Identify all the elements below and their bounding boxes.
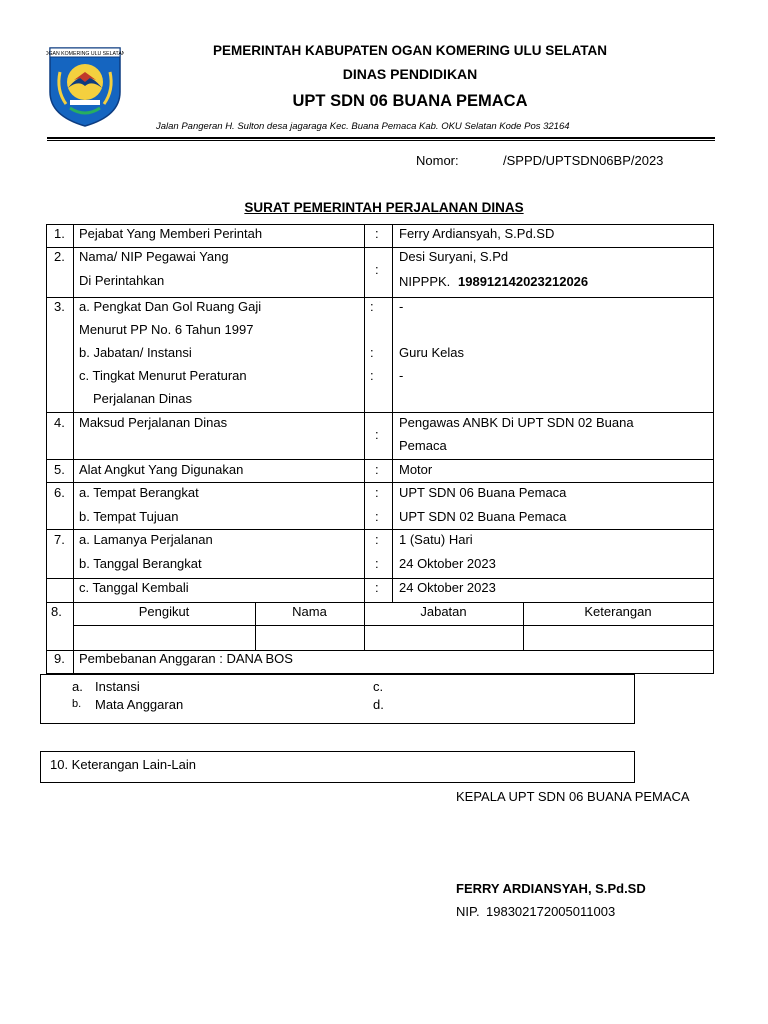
row-7-number: 7. bbox=[54, 532, 65, 547]
row-7-colon-c: : bbox=[375, 580, 379, 595]
row-4-number: 4. bbox=[54, 415, 65, 430]
row-3-label-a-cont: Menurut PP No. 6 Tahun 1997 bbox=[79, 322, 254, 337]
signatory-nip-label: NIP. bbox=[456, 904, 480, 919]
row-3-colon-b: : bbox=[370, 345, 374, 360]
row-3-label-c: c. Tingkat Menurut Peraturan bbox=[79, 368, 247, 383]
row-6-value-b: UPT SDN 02 Buana Pemaca bbox=[399, 509, 567, 524]
logo-text: OGAN KOMERING ULU SELATAN bbox=[46, 51, 124, 57]
row-9-number: 9. bbox=[54, 651, 65, 666]
school-name: UPT SDN 06 BUANA PEMACA bbox=[292, 92, 528, 110]
budget-c-mark: c. bbox=[373, 679, 384, 694]
budget-a-mark: a. bbox=[72, 679, 83, 694]
row-7-label-c: c. Tanggal Kembali bbox=[79, 580, 189, 595]
row-7-value-c: 24 Oktober 2023 bbox=[399, 580, 496, 595]
row-2-number: 2. bbox=[54, 249, 65, 264]
header-pengikut: Pengikut bbox=[138, 604, 190, 619]
header-divider bbox=[47, 137, 715, 139]
row-6-colon-a: : bbox=[375, 485, 379, 500]
signatory-nip-value: 198302172005011003 bbox=[486, 904, 616, 919]
header-nama: Nama bbox=[292, 604, 327, 619]
school-address: Jalan Pangeran H. Sulton desa jagaraga Kec. Buana Pemaca Kab. OKU Selatan Kode Pos 32164 bbox=[156, 121, 570, 132]
row-6-label-a: a. Tempat Berangkat bbox=[79, 485, 199, 500]
signatory-position: KEPALA UPT SDN 06 BUANA PEMACA bbox=[456, 789, 690, 804]
row-6-label-b: b. Tempat Tujuan bbox=[79, 509, 179, 524]
row-9-label: Pembebanan Anggaran : DANA BOS bbox=[79, 651, 293, 666]
row-8-number: 8. bbox=[51, 604, 62, 619]
row-3-colon-c: : bbox=[370, 368, 374, 383]
department-name: DINAS PENDIDIKAN bbox=[342, 66, 478, 82]
row-2-label-cont: Di Perintahkan bbox=[79, 273, 165, 288]
row-2-nip-label: NIPPPK. bbox=[399, 274, 451, 289]
header-divider-thin bbox=[47, 140, 715, 141]
row-1-number: 1. bbox=[54, 226, 65, 241]
row-7-colon-b: : bbox=[375, 556, 379, 571]
row-2-employee-name: Desi Suryani, S.Pd bbox=[399, 249, 509, 264]
row-4-value-cont: Pemaca bbox=[399, 438, 447, 453]
government-name: PEMERINTAH KABUPATEN OGAN KOMERING ULU SELATAN bbox=[213, 43, 607, 58]
row-3-value-c: - bbox=[399, 368, 404, 383]
row-5-label: Alat Angkut Yang Digunakan bbox=[79, 462, 244, 477]
row-3-colon-a: : bbox=[370, 299, 374, 314]
row-4-value: Pengawas ANBK Di UPT SDN 02 Buana bbox=[399, 415, 634, 430]
budget-d-mark: d. bbox=[373, 697, 384, 712]
nomor-value: /SPPD/UPTSDN06BP/2023 bbox=[503, 153, 664, 168]
header-keterangan: Keterangan bbox=[584, 604, 652, 619]
row-5-value: Motor bbox=[399, 462, 433, 477]
row-1-value: Ferry Ardiansyah, S.Pd.SD bbox=[399, 226, 555, 241]
row-7-label-b: b. Tanggal Berangkat bbox=[79, 556, 202, 571]
row-2-label: Nama/ NIP Pegawai Yang bbox=[79, 249, 229, 264]
row-3-label-c-cont: Perjalanan Dinas bbox=[93, 391, 193, 406]
budget-a-label: Instansi bbox=[95, 679, 140, 694]
row-7-label-a: a. Lamanya Perjalanan bbox=[79, 532, 213, 547]
row-3-label-a: a. Pengkat Dan Gol Ruang Gaji bbox=[79, 299, 262, 314]
row-5-colon: : bbox=[375, 462, 379, 477]
row-3-label-b: b. Jabatan/ Instansi bbox=[79, 345, 192, 360]
row-1-label: Pejabat Yang Memberi Perintah bbox=[79, 226, 263, 241]
row-6-number: 6. bbox=[54, 485, 65, 500]
row-6-colon-b: : bbox=[375, 509, 379, 524]
row-2-nip-value: 198912142023212026 bbox=[458, 274, 589, 289]
header-jabatan: Jabatan bbox=[420, 604, 467, 619]
row-3-value-b: Guru Kelas bbox=[399, 345, 465, 360]
nomor-label: Nomor: bbox=[416, 153, 459, 168]
row-7-value-a: 1 (Satu) Hari bbox=[399, 532, 473, 547]
row-2-colon: : bbox=[375, 262, 379, 277]
row-5-number: 5. bbox=[54, 462, 65, 477]
document-title: SURAT PEMERINTAH PERJALANAN DINAS bbox=[244, 200, 524, 215]
row-4-colon: : bbox=[375, 427, 379, 442]
row-7-colon-a: : bbox=[375, 532, 379, 547]
signatory-name: FERRY ARDIANSYAH, S.Pd.SD bbox=[456, 881, 646, 896]
budget-b-label: Mata Anggaran bbox=[95, 697, 184, 712]
row-6-value-a: UPT SDN 06 Buana Pemaca bbox=[399, 485, 567, 500]
notes-label: 10. Keterangan Lain-Lain bbox=[50, 757, 197, 772]
row-3-value-a: - bbox=[399, 299, 404, 314]
row-3-number: 3. bbox=[54, 299, 65, 314]
regency-logo bbox=[46, 42, 124, 128]
row-4-label: Maksud Perjalanan Dinas bbox=[79, 415, 228, 430]
row-1-colon: : bbox=[375, 226, 379, 241]
budget-b-mark: b. bbox=[72, 698, 82, 710]
row-7-value-b: 24 Oktober 2023 bbox=[399, 556, 496, 571]
